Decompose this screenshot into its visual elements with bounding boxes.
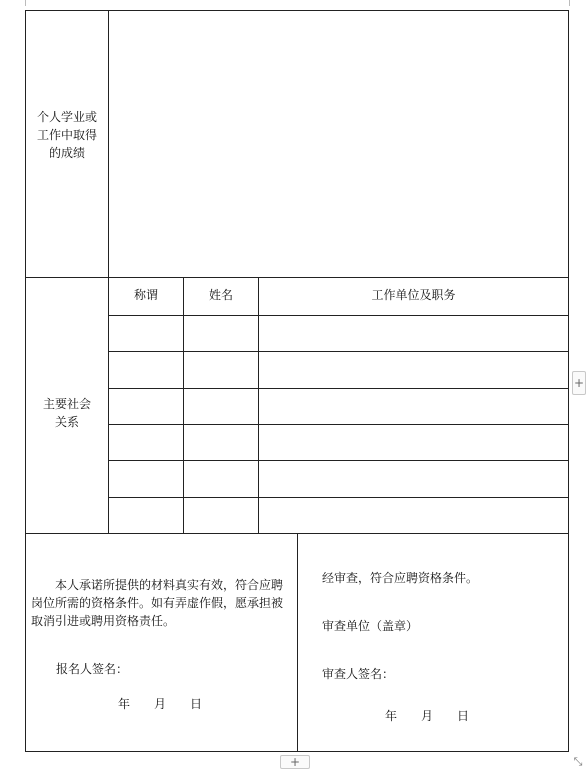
applicant-date: 年 月 日	[118, 697, 203, 711]
review-date: 年 月 日	[385, 709, 470, 723]
page-edge-marker-left	[25, 0, 26, 6]
review-unit-label: 审查单位（盖章）	[322, 619, 419, 633]
plus-icon: +	[573, 376, 585, 390]
reviewer-signature-label: 审查人签名：	[322, 667, 395, 681]
pledge-review-divider	[297, 533, 298, 751]
relations-row[interactable]	[109, 316, 568, 351]
application-form-table	[25, 10, 569, 752]
relations-row[interactable]	[109, 461, 568, 497]
applicant-pledge: 本人承诺所提供的材料真实有效，符合应聘岗位所需的资格条件。如有弄虚作假，愿承担被取消引进或聘用资格责任。	[31, 578, 284, 628]
relations-row[interactable]	[109, 498, 568, 533]
achievements-label: 个人学业或 工作中取得 的成绩	[36, 110, 97, 160]
relations-row[interactable]	[109, 425, 568, 460]
relations-row[interactable]	[109, 352, 568, 388]
achievements-content-area[interactable]	[109, 11, 568, 277]
add-row-button[interactable]	[280, 755, 310, 769]
relations-row[interactable]	[109, 389, 568, 424]
review-result: 经审查，符合应聘资格条件。	[322, 571, 479, 585]
add-column-button[interactable]	[572, 371, 586, 395]
resize-icon: ⤡	[573, 755, 583, 768]
plus-icon: +	[289, 755, 301, 769]
column-header-employer-position: 工作单位及职务	[371, 288, 456, 302]
applicant-signature-label: 报名人签名：	[56, 662, 129, 676]
column-header-title: 称谓	[133, 288, 158, 302]
page-edge-marker-right	[569, 0, 570, 6]
table-resize-handle[interactable]	[571, 755, 585, 769]
column-header-name: 姓名	[208, 288, 233, 302]
relations-label: 主要社会 关系	[42, 397, 91, 429]
